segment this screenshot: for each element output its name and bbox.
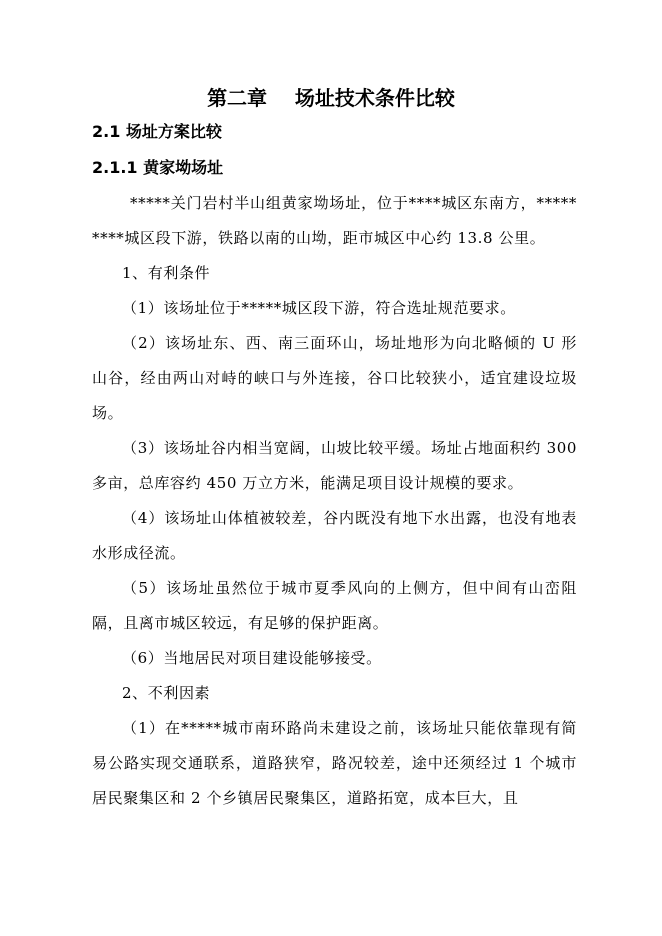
advantage-item-6: （6）当地居民对项目建设能够接受。 [122,649,382,667]
paragraph-location: *****关门岩村半山组黄家坳场址，位于****城区东南方，*********城区段下游，铁路以南的山坳，距市城区中心约 13.8 公里。 [92,194,577,247]
subsection-heading: 2.1.1 黄家坳场址 [92,158,224,177]
advantage-item-1: （1）该场址位于*****城区段下游，符合选址规范要求。 [122,299,516,317]
advantage-item-2: （2）该场址东、西、南三面环山，场址地形为向北略倾的 U 形山谷，经由两山对峙的峡口与外连接，谷口比较狭小，适宜建设垃圾场。 [92,334,577,422]
disadvantage-item-1: （1）在*****城市南环路尚未建设之前，该场址只能依靠现有简易公路实现交通联系，道路狭窄，路况较差，途中还须经过 1 个城市居民聚集区和 2 个乡镇居民聚集区，道路拓宽，成本巨大，且 [92,719,577,807]
heading-advantages: 1、有利条件 [122,264,211,282]
heading-disadvantages: 2、不利因素 [122,684,211,702]
section-heading: 2.1 场址方案比较 [92,122,222,141]
body-text [92,186,577,816]
advantage-item-3: （3）该场址谷内相当宽阔，山坡比较平缓。场址占地面积约 300 多亩，总库容约 450 万立方米，能满足项目设计规模的要求。 [92,439,577,492]
chapter-title: 第二章 场址技术条件比较 [207,86,455,110]
advantage-item-4: （4）该场址山体植被较差，谷内既没有地下水出露，也没有地表水形成径流。 [92,509,577,562]
advantage-item-5: （5）该场址虽然位于城市夏季风向的上侧方，但中间有山峦阻隔，且离市城区较远，有足够的保护距离。 [92,579,577,632]
